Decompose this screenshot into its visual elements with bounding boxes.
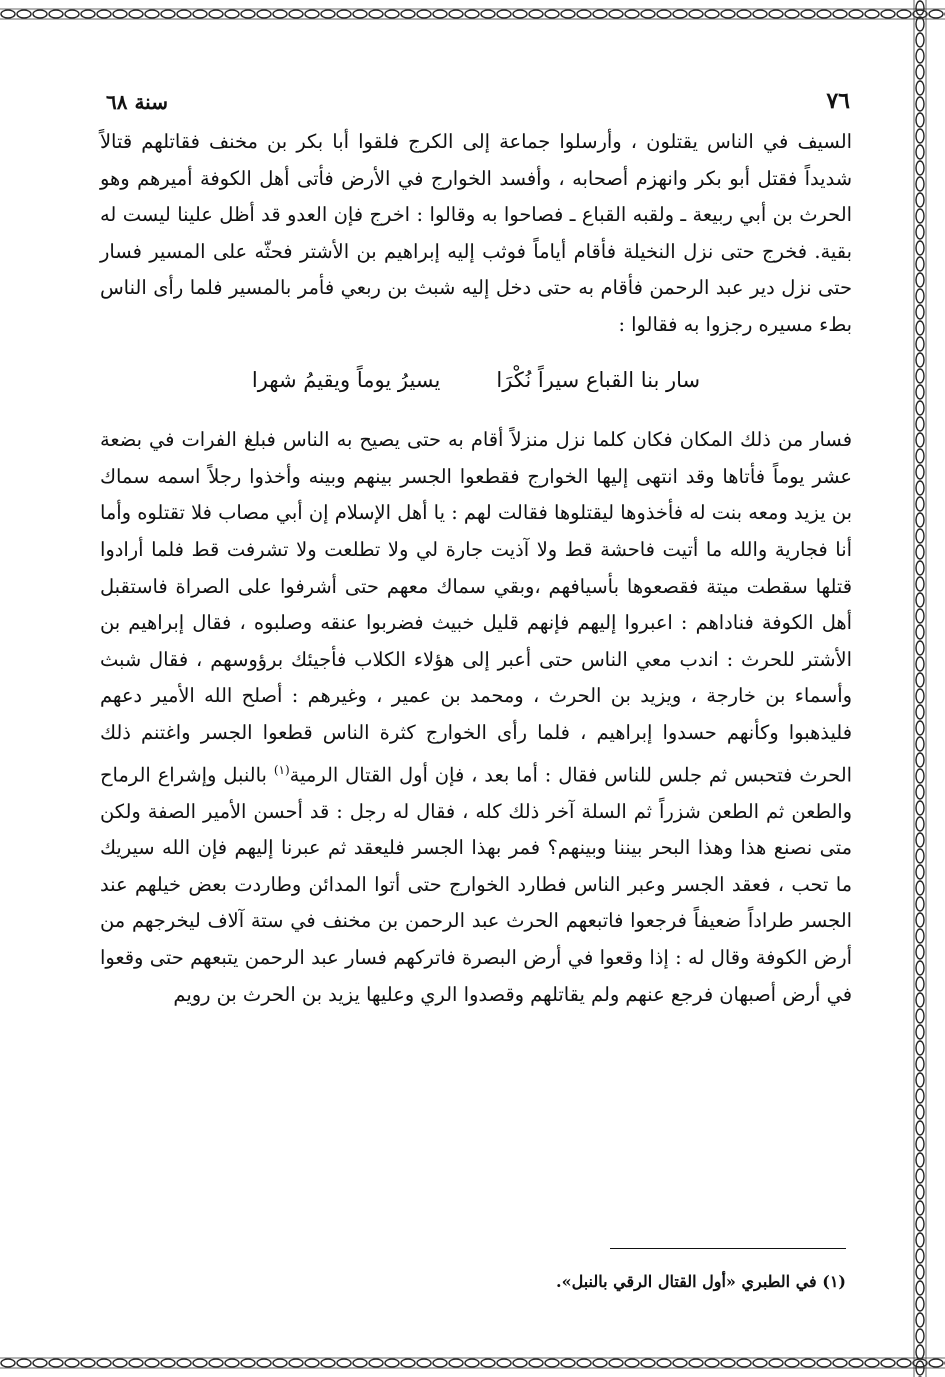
book-page (100, 82, 852, 1322)
poetry-verse (100, 344, 852, 423)
paragraph-2 (100, 422, 852, 1013)
paragraph-2-part-1: فسار من ذلك المكان فكان كلما نزل منزلاً أقام به حتى يصيح به الناس فبلغ الفرات في بضعة عشر يوماً فأتاها وقد انتهى إليها الخوارج فقطعوا الجسر بينهم وبينه وأخذوا رجلاً اسمه سماك بن يزيد ومعه بنت له فأخذوها ليقتلوها فقالت لهم : يا أهل الإسلام إن أبي مصاب فلا تقتلوه وأما أنا فجارية والله ما أتيت فاحشة قط ولا آذيت جارة لي ولا تطلعت ولا تشرفت قط فلما أرادوا قتلها سقطت ميتة فقصعوها بأسيافهم ،وبقي سماك معهم حتى أشرفوا على الصراة فاستقبل أهل الكوفة فناداهم : اعبروا إليهم فإنهم قليل خبيث فضربوا عنقه وصلبوه ، فقال إبراهيم بن الأشتر للحرث : اندب معي الناس حتى أعبر إلى هؤلاء الكلاب فأجيئك برؤوسهم ، فقال شبث وأسماء بن خارجة ، ويزيد بن الحرث ، ومحمد بن عمير ، وغيرهم : أصلح الله الأمير دعهم فليذهبوا وكأنهم حسدوا إبراهيم ، فلما رأى الخوارج كثرة الناس قطعوا الجسر واغتنم ذلك الحرث فتحبس ثم جلس للناس فقال : أما بعد ، فإن أول القتال الرمية (100, 428, 852, 786)
page-header (100, 82, 852, 118)
right-border-ornament (905, 0, 935, 1377)
top-border-ornament (0, 0, 945, 28)
bottom-border-ornament (0, 1349, 945, 1377)
verse-hemistich-1: سار بنا القباع سيراً نُكْرَا (496, 367, 701, 392)
footnote: (١) في الطبري «أول القتال الرقي بالنبل». (556, 1272, 846, 1291)
verse-hemistich-2: يسيرُ يوماً ويقيمُ شهرا (251, 367, 441, 392)
page-number: ٧٦ (826, 88, 850, 114)
paragraph-1: السيف في الناس يقتلون ، وأرسلوا جماعة إلى الكرج فلقوا أبا بكر بن مخنف فقاتلهم قتالاً شديداً فقتل أبو بكر وانهزم أصحابه ، وأفسد الخوارج في الأرض فأتى أهل الكوفة أميرهم وهو الحرث بن أبي ربيعة ـ ولقبه القباع ـ فصاحوا به وقالوا : اخرج فإن العدو قد أظل علينا ليست له بقية. فخرج حتى نزل النخيلة فأقام أياماً فوثب إليه إبراهيم بن الأشتر فحثّه على المسير فسار حتى نزل دير عبد الرحمن فأقام به حتى دخل إليه شبث بن ربعي فأمر بالمسير فلما رأى الناس بطء مسيره رجزوا به فقالوا : (100, 130, 852, 336)
main-text (100, 124, 852, 1013)
running-head-year: سنة ٦٨ (106, 90, 168, 114)
footnote-marker[interactable]: (١) (273, 762, 290, 777)
paragraph-2-part-2: بالنبل وإشراع الرماح والطعن ثم الطعن شزراً ثم السلة آخر ذلك كله ، فقال له رجل : قد أحسن الأمير الصفة ولكن متى نصنع هذا وهذا البحر بيننا وبينهم؟ فمر بهذا الجسر فليعقد ثم عبرنا إليهم فإن الله سيريك ما تحب ، فعقد الجسر وعبر الناس فطارد الخوارج حتى أتوا المدائن وطاردت بعض خيلهم عند الجسر طراداً ضعيفاً فرجعوا فاتبعهم الحرث عبد الرحمن بن مخنف في ستة آلاف ليخرجهم من أرض الكوفة وقال له : إذا وقعوا في أرض البصرة فاتركهم فسار عبد الرحمن يتبعهم حتى وقعوا في أرض أصبهان فرجع عنهم ولم يقاتلهم وقصدوا الري وعليها يزيد بن الحرث بن رويم (100, 762, 852, 1006)
footnote-separator (610, 1248, 846, 1249)
